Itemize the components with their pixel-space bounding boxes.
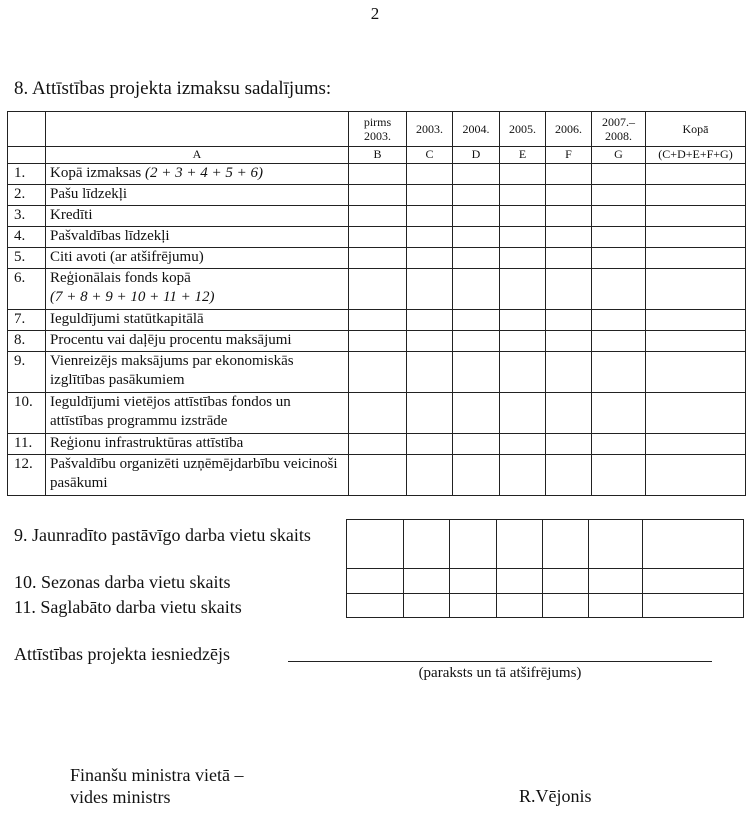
value-cell[interactable] — [349, 227, 407, 248]
value-cell[interactable] — [592, 206, 646, 227]
value-cell[interactable] — [646, 164, 746, 185]
submitter-label: Attīstības projekta iesniedzējs — [14, 644, 230, 664]
table-header-row — [8, 112, 746, 147]
value-cell[interactable] — [453, 248, 500, 269]
signer-name: R.Vējonis — [519, 786, 592, 806]
value-cell[interactable] — [500, 164, 546, 185]
value-cell[interactable] — [592, 393, 646, 434]
cost-breakdown-table — [7, 111, 746, 496]
header-cell: 2006. — [546, 112, 592, 147]
value-cell[interactable] — [500, 331, 546, 352]
table-row — [8, 185, 746, 206]
value-cell[interactable] — [500, 352, 546, 393]
value-cell[interactable] — [453, 455, 500, 496]
row-label: Reģionālais fonds kopā — [50, 270, 191, 286]
jobs-row — [347, 569, 744, 594]
signer-role-line2: vides ministrs — [70, 787, 171, 807]
jobs-value-cell[interactable] — [404, 520, 450, 569]
column-letter: (C+D+E+F+G) — [646, 147, 746, 164]
header-cell: 2004. — [453, 112, 500, 147]
value-cell[interactable] — [349, 434, 407, 455]
value-cell[interactable] — [453, 310, 500, 331]
value-cell[interactable] — [646, 206, 746, 227]
value-cell[interactable] — [592, 310, 646, 331]
signature-line[interactable] — [288, 661, 712, 662]
value-cell[interactable] — [646, 248, 746, 269]
row-label-cell — [46, 227, 349, 248]
row-number: 5. — [8, 248, 46, 269]
row-label-cell — [46, 331, 349, 352]
jobs-value-cell[interactable] — [497, 569, 543, 594]
value-cell[interactable] — [546, 164, 592, 185]
value-cell[interactable] — [546, 206, 592, 227]
value-cell[interactable] — [349, 331, 407, 352]
row-label-cell — [46, 248, 349, 269]
jobs-value-cell[interactable] — [450, 594, 497, 618]
value-cell[interactable] — [646, 455, 746, 496]
value-cell[interactable] — [546, 434, 592, 455]
jobs-value-cell[interactable] — [543, 520, 589, 569]
value-cell[interactable] — [546, 455, 592, 496]
value-cell[interactable] — [592, 185, 646, 206]
jobs-value-cell[interactable] — [643, 520, 744, 569]
value-cell[interactable] — [349, 393, 407, 434]
value-cell[interactable] — [453, 185, 500, 206]
value-cell[interactable] — [546, 393, 592, 434]
value-cell[interactable] — [646, 269, 746, 310]
row-label: Citi avoti (ar atšifrējumu) — [50, 249, 204, 265]
value-cell[interactable] — [500, 393, 546, 434]
value-cell[interactable] — [453, 269, 500, 310]
row-number: 4. — [8, 227, 46, 248]
row-number: 9. — [8, 352, 46, 393]
table-row — [8, 248, 746, 269]
new-jobs-label: 9. Jaunradīto pastāvīgo darba vietu skaits — [14, 525, 311, 545]
jobs-value-cell[interactable] — [347, 594, 404, 618]
row-number: 6. — [8, 269, 46, 310]
table-row — [8, 455, 746, 496]
value-cell[interactable] — [407, 310, 453, 331]
table-row — [8, 269, 746, 310]
row-label: Kredīti — [50, 207, 93, 223]
column-letter: C — [407, 147, 453, 164]
table-row — [8, 393, 746, 434]
value-cell[interactable] — [453, 393, 500, 434]
seasonal-jobs-label: 10. Sezonas darba vietu skaits — [14, 572, 231, 592]
jobs-value-cell[interactable] — [404, 569, 450, 594]
table-row — [8, 352, 746, 393]
value-cell[interactable] — [592, 434, 646, 455]
value-cell[interactable] — [407, 434, 453, 455]
value-cell[interactable] — [500, 269, 546, 310]
value-cell[interactable] — [592, 455, 646, 496]
value-cell[interactable] — [500, 434, 546, 455]
header-cell: 2005. — [500, 112, 546, 147]
value-cell[interactable] — [500, 185, 546, 206]
row-label: Ieguldījumi vietējos attīstības fondos un attīstības programmu izstrāde — [50, 394, 291, 429]
value-cell[interactable] — [349, 455, 407, 496]
value-cell[interactable] — [349, 248, 407, 269]
value-cell[interactable] — [453, 164, 500, 185]
section-title: 8. Attīstības projekta izmaksu sadalījums: — [14, 78, 332, 99]
value-cell[interactable] — [500, 455, 546, 496]
jobs-value-cell[interactable] — [543, 594, 589, 618]
value-cell[interactable] — [646, 227, 746, 248]
value-cell[interactable] — [407, 164, 453, 185]
value-cell[interactable] — [546, 269, 592, 310]
row-label-cell — [46, 455, 349, 496]
header-cell — [46, 112, 349, 147]
row-label-cell — [46, 310, 349, 331]
row-label: Pašvaldību organizēti uzņēmējdarbību veicinoši pasākumi — [50, 456, 338, 491]
value-cell[interactable] — [349, 185, 407, 206]
row-formula: (7 + 8 + 9 + 10 + 11 + 12) — [50, 289, 215, 305]
value-cell[interactable] — [546, 248, 592, 269]
table-row — [8, 331, 746, 352]
table-row — [8, 164, 746, 185]
column-letter: B — [349, 147, 407, 164]
value-cell[interactable] — [407, 269, 453, 310]
value-cell[interactable] — [453, 206, 500, 227]
value-cell[interactable] — [453, 434, 500, 455]
signer-role — [70, 764, 243, 808]
value-cell[interactable] — [453, 331, 500, 352]
header-cell: pirms 2003. — [349, 112, 407, 147]
value-cell[interactable] — [646, 185, 746, 206]
row-label-cell — [46, 185, 349, 206]
value-cell[interactable] — [349, 352, 407, 393]
column-letter — [8, 147, 46, 164]
value-cell[interactable] — [407, 206, 453, 227]
row-label: Kopā izmaksas — [50, 165, 145, 181]
value-cell[interactable] — [546, 227, 592, 248]
row-formula: (2 + 3 + 4 + 5 + 6) — [144, 165, 263, 181]
column-letter: F — [546, 147, 592, 164]
jobs-value-cell[interactable] — [450, 569, 497, 594]
row-label: Pašvaldības līdzekļi — [50, 228, 170, 244]
row-label: Procentu vai daļēju procentu maksājumi — [50, 332, 292, 348]
jobs-value-cell[interactable] — [543, 569, 589, 594]
value-cell[interactable] — [500, 227, 546, 248]
jobs-rows — [347, 520, 744, 618]
column-letter: E — [500, 147, 546, 164]
row-number: 10. — [8, 393, 46, 434]
value-cell[interactable] — [407, 393, 453, 434]
jobs-value-cell[interactable] — [589, 520, 643, 569]
row-label-cell — [46, 434, 349, 455]
row-number: 12. — [8, 455, 46, 496]
value-cell[interactable] — [546, 352, 592, 393]
row-label-cell — [46, 269, 349, 310]
row-number: 7. — [8, 310, 46, 331]
row-label-cell — [46, 164, 349, 185]
jobs-value-cell[interactable] — [643, 594, 744, 618]
table-row — [8, 310, 746, 331]
value-cell[interactable] — [546, 331, 592, 352]
value-cell[interactable] — [646, 393, 746, 434]
header-cell: 2003. — [407, 112, 453, 147]
header-cell: Kopā — [646, 112, 746, 147]
signer-role-line1: Finanšu ministra vietā – — [70, 765, 244, 785]
jobs-value-cell[interactable] — [589, 569, 643, 594]
value-cell[interactable] — [592, 269, 646, 310]
row-number: 2. — [8, 185, 46, 206]
value-cell[interactable] — [407, 455, 453, 496]
row-number: 3. — [8, 206, 46, 227]
jobs-value-cell[interactable] — [497, 520, 543, 569]
value-cell[interactable] — [592, 227, 646, 248]
jobs-value-cell[interactable] — [347, 569, 404, 594]
column-letter: D — [453, 147, 500, 164]
value-cell[interactable] — [646, 331, 746, 352]
signature-caption: (paraksts un tā atšifrējums) — [418, 665, 582, 681]
value-cell[interactable] — [407, 185, 453, 206]
jobs-value-cell[interactable] — [497, 594, 543, 618]
value-cell[interactable] — [453, 227, 500, 248]
value-cell[interactable] — [500, 248, 546, 269]
table-row — [8, 227, 746, 248]
table-row — [8, 206, 746, 227]
row-number: 8. — [8, 331, 46, 352]
jobs-value-cell[interactable] — [450, 520, 497, 569]
value-cell[interactable] — [546, 185, 592, 206]
jobs-row — [347, 594, 744, 618]
value-cell[interactable] — [646, 310, 746, 331]
row-label-cell — [46, 206, 349, 227]
value-cell[interactable] — [546, 310, 592, 331]
value-cell[interactable] — [349, 310, 407, 331]
row-label: Reģionu infrastruktūras attīstība — [50, 435, 244, 451]
jobs-value-cell[interactable] — [347, 520, 404, 569]
jobs-value-cell[interactable] — [643, 569, 744, 594]
jobs-value-cell[interactable] — [589, 594, 643, 618]
row-label-cell — [46, 352, 349, 393]
value-cell[interactable] — [407, 227, 453, 248]
row-number: 1. — [8, 164, 46, 185]
table-row — [8, 434, 746, 455]
column-letter: A — [46, 147, 349, 164]
jobs-value-cell[interactable] — [404, 594, 450, 618]
value-cell[interactable] — [407, 352, 453, 393]
jobs-table — [346, 519, 744, 618]
value-cell[interactable] — [500, 310, 546, 331]
row-label: Ieguldījumi statūtkapitālā — [50, 311, 204, 327]
saved-jobs-label: 11. Saglabāto darba vietu skaits — [14, 597, 242, 617]
value-cell[interactable] — [592, 352, 646, 393]
column-letter-row — [8, 147, 746, 164]
row-label: Vienreizējs maksājums par ekonomiskās izglītības pasākumiem — [50, 353, 294, 388]
page-number: 2 — [370, 4, 380, 23]
row-label-cell — [46, 393, 349, 434]
row-number: 11. — [8, 434, 46, 455]
value-cell[interactable] — [349, 269, 407, 310]
value-cell[interactable] — [592, 331, 646, 352]
header-cell: 2007.– 2008. — [592, 112, 646, 147]
value-cell[interactable] — [407, 248, 453, 269]
column-letter: G — [592, 147, 646, 164]
value-cell[interactable] — [453, 352, 500, 393]
value-cell[interactable] — [407, 331, 453, 352]
value-cell[interactable] — [349, 206, 407, 227]
value-cell[interactable] — [592, 164, 646, 185]
value-cell[interactable] — [500, 206, 546, 227]
value-cell[interactable] — [592, 248, 646, 269]
value-cell[interactable] — [646, 352, 746, 393]
value-cell[interactable] — [646, 434, 746, 455]
jobs-row — [347, 520, 744, 569]
header-cell — [8, 112, 46, 147]
value-cell[interactable] — [349, 164, 407, 185]
row-label: Pašu līdzekļi — [50, 186, 128, 202]
cost-rows — [8, 164, 746, 496]
